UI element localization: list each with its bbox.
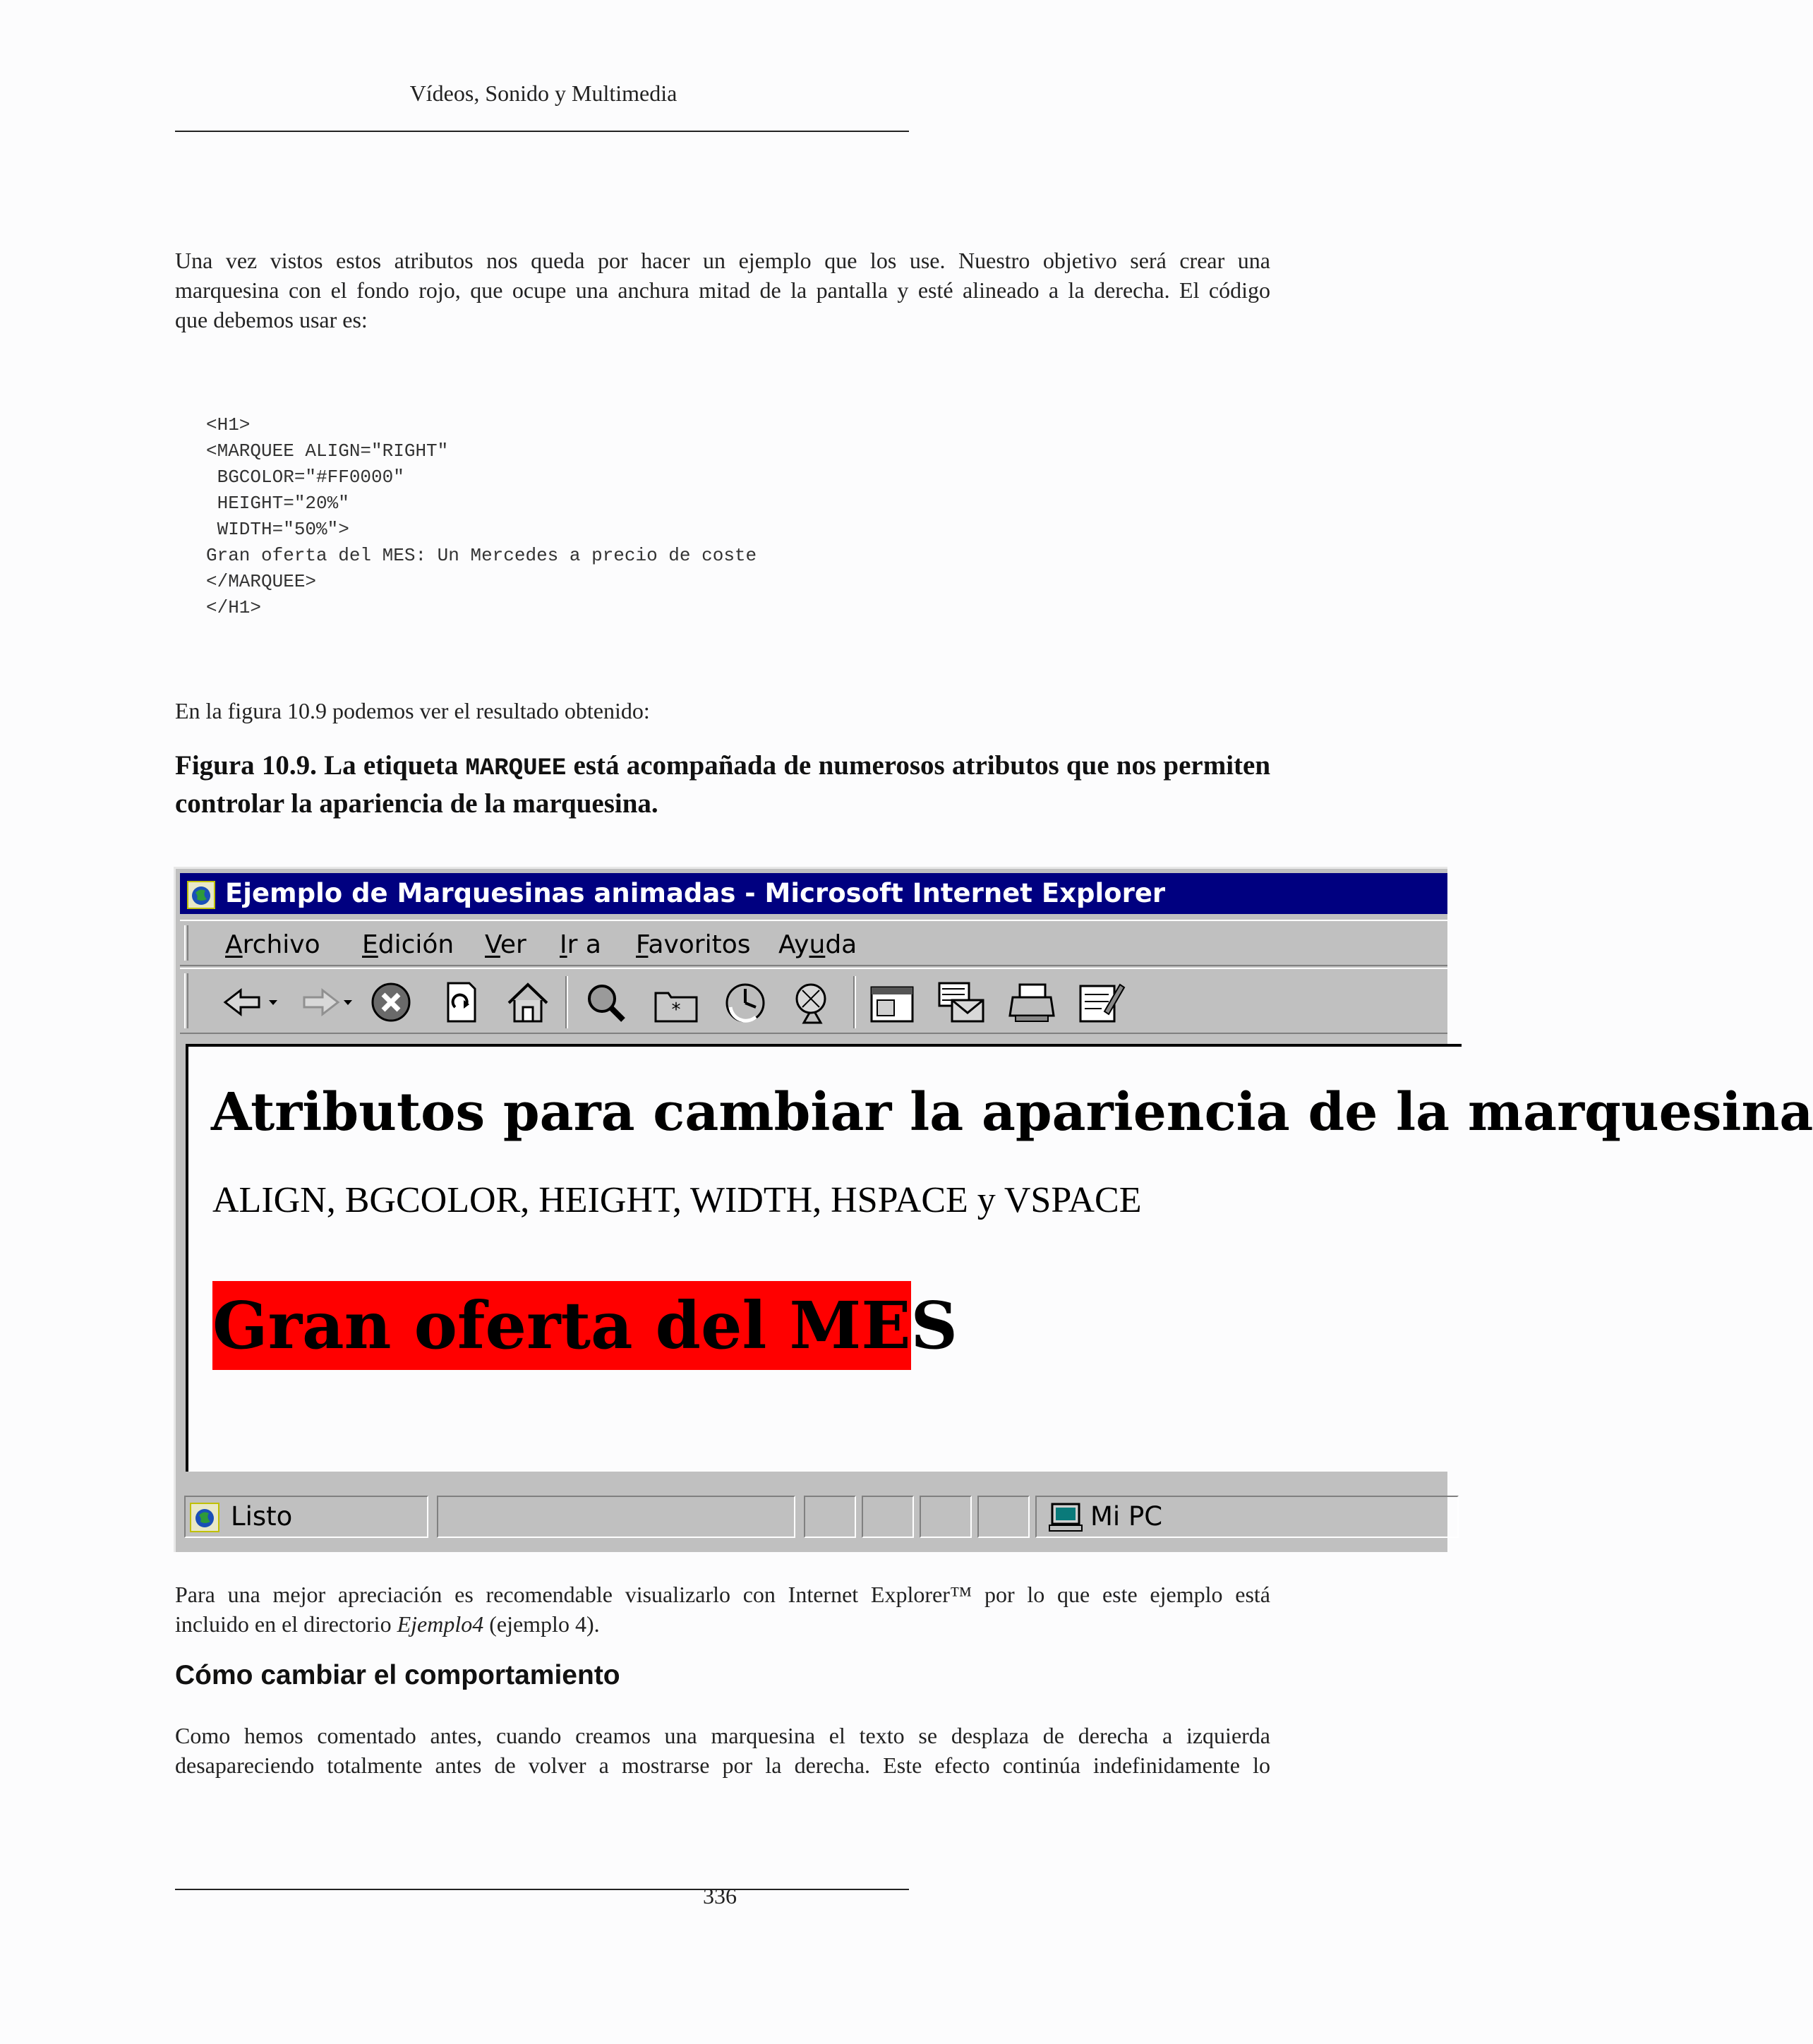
my-computer-icon bbox=[1048, 1503, 1083, 1532]
directory-name: Ejemplo4 bbox=[397, 1611, 484, 1637]
status-panel-small bbox=[862, 1496, 914, 1538]
intro-line-2: marquesina con el fondo rojo, que ocupe una anchura mitad de la pantalla y esté alineado a la derecha. El código bbox=[175, 277, 1270, 303]
toolbar-grip bbox=[184, 973, 188, 1028]
menu-ver[interactable]: Ver bbox=[485, 930, 526, 959]
refresh-icon[interactable] bbox=[435, 979, 485, 1026]
marquee bbox=[212, 1281, 958, 1370]
toolbar-separator bbox=[853, 976, 856, 1028]
svg-text:*: * bbox=[671, 999, 681, 1021]
footer-rule bbox=[175, 1889, 909, 1890]
page-number: 336 bbox=[703, 1883, 737, 1908]
window-title: Ejemplo de Marquesinas animadas - Microsoft Internet Explorer bbox=[225, 878, 1166, 908]
status-bar bbox=[180, 1490, 1447, 1545]
after-figure-line-1: Para una mejor apreciación es recomendable visualizarlo con Internet Explorer™ por lo que este ejemplo está bbox=[175, 1582, 1270, 1607]
status-text: Listo bbox=[231, 1501, 293, 1532]
channels-icon[interactable] bbox=[788, 979, 838, 1026]
status-panel-small bbox=[977, 1496, 1030, 1538]
page-viewport bbox=[186, 1044, 1813, 1472]
page-heading: Atributos para cambiar la apariencia de la marquesina bbox=[211, 1082, 1813, 1143]
toolbar bbox=[180, 968, 1447, 1034]
figure-caption-keyword: MARQUEE bbox=[465, 755, 567, 782]
fullscreen-icon[interactable] bbox=[867, 979, 917, 1026]
history-icon[interactable] bbox=[721, 979, 770, 1026]
mail-icon[interactable] bbox=[936, 979, 986, 1026]
menu-edicion[interactable]: Edición bbox=[362, 930, 454, 959]
search-icon[interactable] bbox=[581, 979, 630, 1026]
running-header: Vídeos, Sonido y Multimedia bbox=[409, 80, 677, 106]
ie-app-icon bbox=[187, 880, 215, 908]
status-panel-main bbox=[184, 1496, 428, 1538]
section-heading: Cómo cambiar el comportamiento bbox=[175, 1660, 620, 1690]
zone-text: Mi PC bbox=[1090, 1501, 1163, 1532]
figure-caption-label: Figura 10.9. La etiqueta bbox=[175, 750, 459, 781]
intro-line-1: Una vez vistos estos atributos nos queda por hacer un ejemplo que los use. Nuestro objetivo será crear una bbox=[175, 248, 1270, 273]
header-rule bbox=[175, 131, 909, 132]
menu-archivo[interactable]: Archivo bbox=[225, 930, 320, 959]
ie-window-screenshot bbox=[174, 867, 1813, 1552]
figure-caption-rest: está acompañada de numerosos atributos que nos permiten controlar la apariencia de la marquesina. bbox=[175, 750, 1271, 819]
figure-intro: En la figura 10.9 podemos ver el resultado obtenido: bbox=[175, 698, 650, 723]
section-line-1: Como hemos comentado antes, cuando creamos una marquesina el texto se desplaza de derecha a izquierda bbox=[175, 1723, 1270, 1748]
print-icon[interactable] bbox=[1007, 979, 1056, 1026]
code-listing: <H1> <MARQUEE ALIGN="RIGHT" BGCOLOR="#FF0000" HEIGHT="20%" WIDTH="50%"> Gran oferta del MES: Un Mercedes a precio de coste </MARQUEE> </H1> bbox=[206, 414, 757, 618]
page-status-icon bbox=[190, 1503, 219, 1532]
intro-line-3: que debemos usar es: bbox=[175, 307, 368, 332]
after-figure-line-2: incluido en el directorio Ejemplo4 (ejemplo 4). bbox=[175, 1611, 600, 1637]
menu-bar bbox=[180, 920, 1447, 966]
home-icon[interactable] bbox=[503, 979, 553, 1026]
status-panel-zone bbox=[1035, 1496, 1459, 1538]
stop-icon[interactable] bbox=[366, 979, 416, 1026]
menu-favoritos[interactable]: Favoritos bbox=[636, 930, 751, 959]
menu-ir-a[interactable]: Ir a bbox=[560, 930, 601, 959]
forward-icon[interactable] bbox=[294, 979, 365, 1026]
back-icon[interactable] bbox=[219, 979, 290, 1026]
title-bar bbox=[180, 873, 1447, 914]
page-subheading: ALIGN, BGCOLOR, HEIGHT, WIDTH, HSPACE y VSPACE bbox=[212, 1180, 1142, 1220]
menubar-grip bbox=[184, 925, 188, 961]
menu-ayuda[interactable]: Ayuda bbox=[778, 930, 857, 959]
marquee-text: Gran oferta del MES bbox=[212, 1287, 958, 1364]
favorites-icon[interactable] bbox=[651, 979, 701, 1026]
toolbar-separator bbox=[565, 976, 568, 1028]
status-panel-progress bbox=[437, 1496, 795, 1538]
status-panel-small bbox=[920, 1496, 972, 1538]
status-panel-small bbox=[804, 1496, 856, 1538]
section-line-2: desapareciendo totalmente antes de volver a mostrarse por la derecha. Este efecto continúa indefinidamente lo bbox=[175, 1753, 1270, 1778]
figure-caption bbox=[175, 748, 1270, 822]
edit-icon[interactable] bbox=[1076, 979, 1126, 1026]
